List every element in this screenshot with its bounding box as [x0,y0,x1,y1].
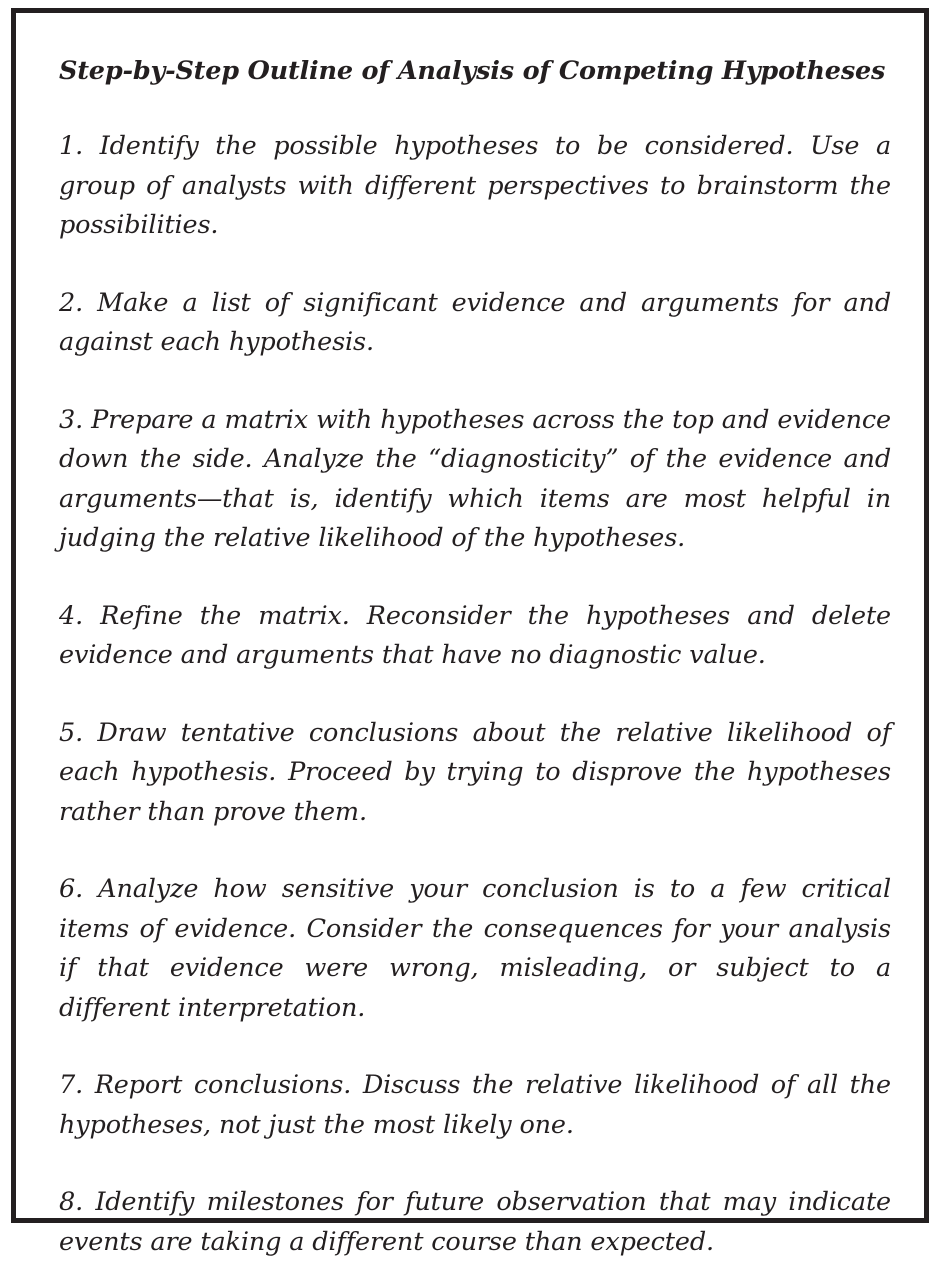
step-1 [59,127,891,246]
outline-title: Step-by-Step Outline of Analysis of Competing Hypotheses [59,56,886,86]
step-8 [59,1183,891,1262]
step-6-text: 6. Analyze how sensitive your conclusion is to a few critical items of evidence. Consider the consequences for your analysis if that evidence were wrong, misleading, or subject to a different interpretation. [59,874,891,1023]
step-8-text: 8. Identify milestones for future observation that may indicate events are taking a different course than expected. [59,1187,891,1257]
outline-content [59,53,891,1262]
step-2-text: 2. Make a list of significant evidence and arguments for and against each hypothesis. [59,287,891,357]
step-2 [59,284,891,363]
step-4 [59,597,891,676]
step-5-text: 5. Draw tentative conclusions about the relative likelihood of each hypothesis. Proceed by trying to disprove the hypotheses rather than prove them. [59,717,891,827]
steps-list [59,127,891,1262]
step-1-text: 1. Identify the possible hypotheses to be considered. Use a group of analysts with different perspectives to brainstorm the possibilities. [59,131,891,240]
step-7 [59,1066,891,1145]
outline-box [11,8,929,1257]
step-3 [59,401,891,559]
step-5 [59,714,891,833]
step-4-text: 4. Refine the matrix. Reconsider the hypotheses and delete evidence and arguments that have no diagnostic value. [59,600,891,670]
step-3-text: 3. Prepare a matrix with hypotheses across the top and evidence down the side. Analyze the “diagnosticity” of the evidence and arguments—that is, identify which items are most helpful in judging the relative likelihood of the hypotheses. [59,404,891,553]
step-7-text: 7. Report conclusions. Discuss the relative likelihood of all the hypotheses, not just the most likely one. [59,1070,891,1140]
step-6 [59,870,891,1028]
